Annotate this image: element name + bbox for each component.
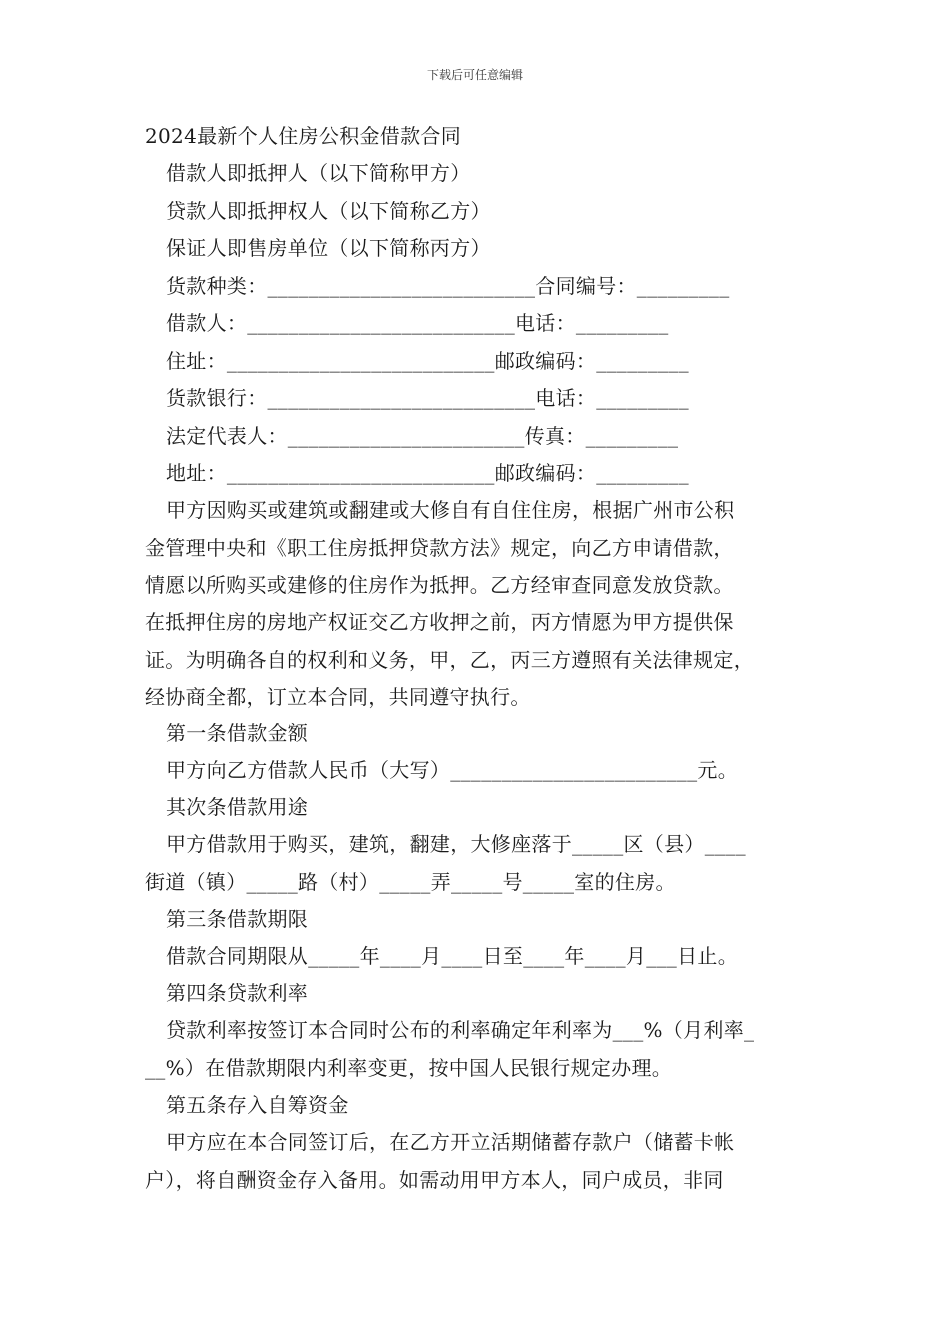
party-a-line: 借款人即抵押人（以下简称甲方） <box>166 161 471 185</box>
article-body: 街道（镇）_____路（村）_____弄_____号_____室的住房。 <box>145 870 676 894</box>
paragraph-line: 甲方因购买或建筑或翻建或大修自有自住住房，根据广州市公积 <box>166 498 735 522</box>
article-heading: 其次条借款用途 <box>166 795 309 819</box>
paragraph-line: 情愿以所购买或建修的住房作为抵押。乙方经审查同意发放贷款。 <box>145 573 734 597</box>
document-title: 2024最新个人住房公积金借款合同 <box>145 124 461 148</box>
field-legal-rep: 法定代表人：_______________________传真：_________ <box>166 424 679 448</box>
page-header-note: 下载后可任意编辑 <box>426 68 523 82</box>
paragraph-line: 证。为明确各自的权利和义务，甲，乙，丙三方遵照有关法律规定， <box>145 648 754 672</box>
field-loan-type: 货款种类：__________________________合同编号：_________ <box>166 274 730 298</box>
field-borrower: 借款人：__________________________电话：_________ <box>166 311 669 335</box>
article-heading: 第三条借款期限 <box>166 907 309 931</box>
article-body: 甲方向乙方借款人民币（大写）________________________元。 <box>166 758 738 782</box>
party-c-line: 保证人即售房单位（以下简称丙方） <box>166 236 491 260</box>
field-bank: 货款银行：__________________________电话：_________ <box>166 386 689 410</box>
article-body: 借款合同期限从_____年____月____日至____年____月___日止。 <box>166 944 738 968</box>
field-address: 住址：__________________________邮政编码：_________ <box>166 349 689 373</box>
article-heading: 第一条借款金额 <box>166 721 309 745</box>
article-body: 户），将自酬资金存入备用。如需动用甲方本人，同户成员，非同 <box>145 1168 724 1192</box>
article-heading: 第五条存入自筹资金 <box>166 1093 349 1117</box>
article-body: __%）在借款期限内利率变更，按中国人民银行规定办理。 <box>145 1056 673 1080</box>
article-body: 甲方借款用于购买，建筑，翻建，大修座落于_____区（县）____ <box>166 832 746 856</box>
paragraph-line: 经协商全都，订立本合同，共同遵守执行。 <box>145 685 531 709</box>
field-address-2: 地址：__________________________邮政编码：_________ <box>166 461 689 485</box>
article-heading: 第四条贷款利率 <box>166 981 309 1005</box>
article-body: 贷款利率按签订本合同时公布的利率确定年利率为___%（月利率_ <box>166 1018 755 1042</box>
paragraph-line: 在抵押住房的房地产权证交乙方收押之前，丙方情愿为甲方提供保 <box>145 610 734 634</box>
article-body: 甲方应在本合同签订后，在乙方开立活期储蓄存款户（储蓄卡帐 <box>166 1130 735 1154</box>
party-b-line: 贷款人即抵押权人（以下简称乙方） <box>166 199 491 223</box>
paragraph-line: 金管理中央和《职工住房抵押贷款方法》规定，向乙方申请借款， <box>145 536 734 560</box>
